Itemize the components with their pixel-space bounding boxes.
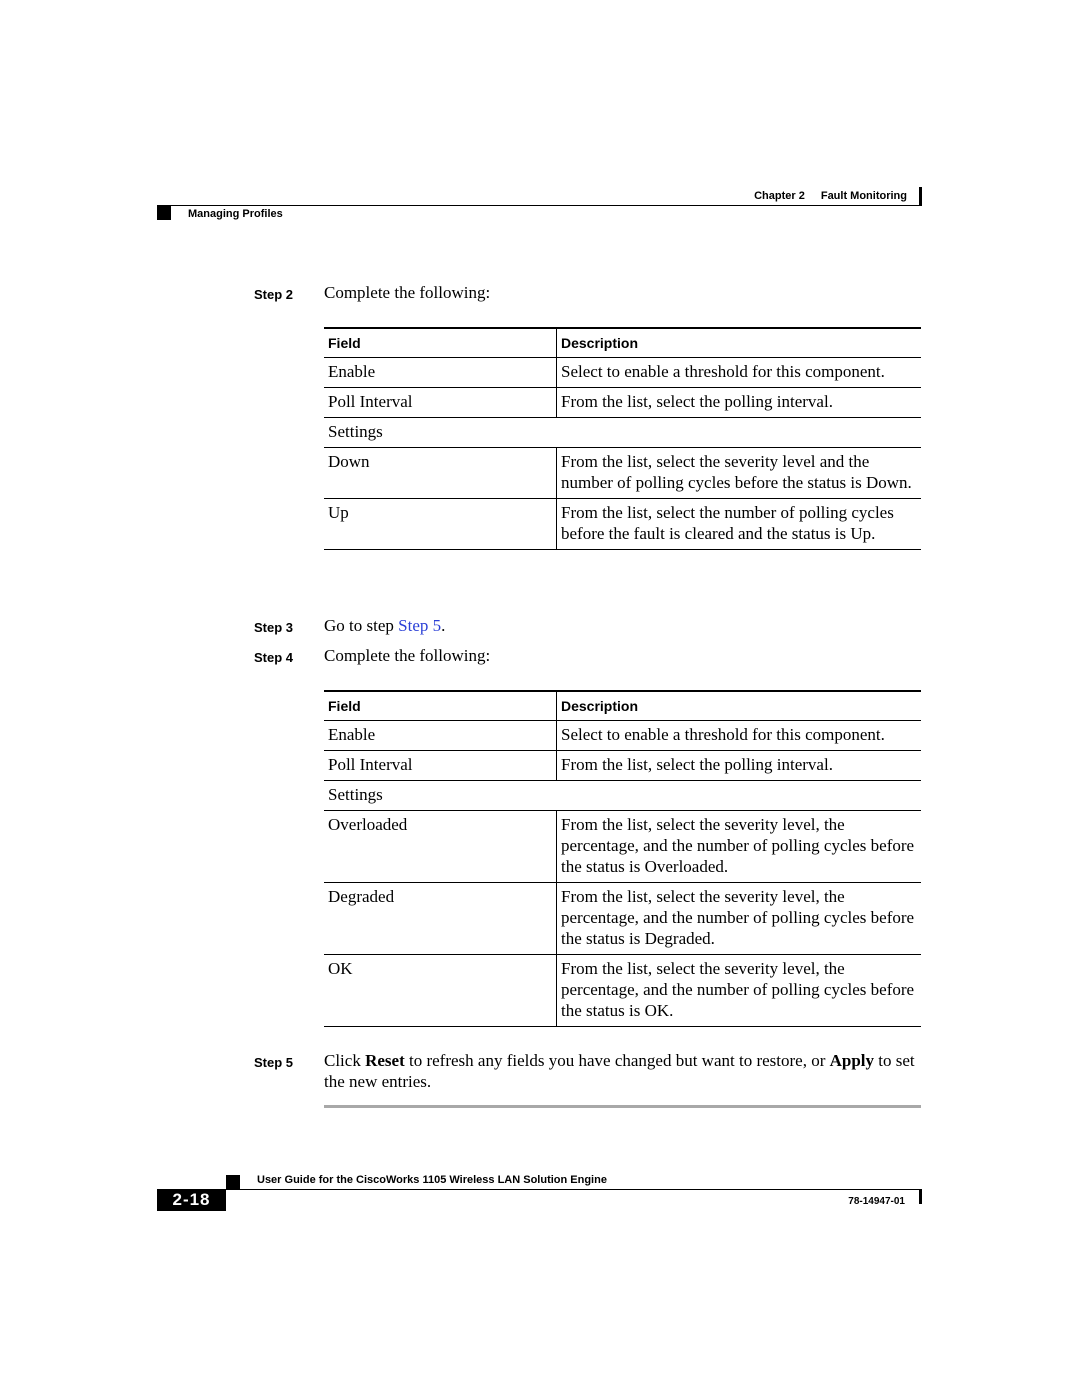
column-header-description: Description bbox=[557, 691, 922, 721]
table-row bbox=[324, 358, 921, 388]
step-3-text-after: . bbox=[441, 616, 446, 635]
header-edge-bar bbox=[919, 187, 922, 205]
step-4-label: Step 4 bbox=[254, 650, 294, 665]
table-row bbox=[324, 955, 921, 1027]
table-row bbox=[324, 811, 921, 883]
step-5-text bbox=[324, 1050, 924, 1092]
table-row bbox=[324, 499, 921, 550]
header-square-marker bbox=[157, 206, 171, 220]
footer-square-marker bbox=[226, 1175, 240, 1189]
field-name: Poll Interval bbox=[324, 751, 557, 781]
table-header-row bbox=[324, 328, 921, 358]
step-5-text-part: Click bbox=[324, 1051, 366, 1070]
section-title: Managing Profiles bbox=[188, 208, 283, 220]
step-2-label: Step 2 bbox=[254, 287, 294, 302]
column-header-field: Field bbox=[324, 691, 557, 721]
field-name: OK bbox=[324, 955, 557, 1027]
fields-table-1 bbox=[324, 327, 921, 550]
step-3-text-before: Go to step bbox=[324, 616, 399, 635]
step-4-text: Complete the following: bbox=[324, 646, 491, 665]
procedure-end-rule bbox=[324, 1105, 921, 1108]
field-description: From the list, select the severity level, the percentage, and the number of polling cycles before the status is Overloaded. bbox=[557, 811, 922, 883]
table-row bbox=[324, 883, 921, 955]
header-rule bbox=[157, 205, 922, 206]
step-3-label: Step 3 bbox=[254, 620, 294, 635]
footer-edge-bar bbox=[919, 1190, 922, 1204]
document-number: 78-14947-01 bbox=[848, 1196, 905, 1207]
running-header-chapter bbox=[738, 190, 907, 202]
chapter-label: Chapter 2 bbox=[754, 190, 805, 202]
page-number: 2-18 bbox=[157, 1189, 226, 1211]
step-5-link[interactable]: Step 5 bbox=[398, 616, 442, 635]
table-row bbox=[324, 418, 921, 448]
field-name: Poll Interval bbox=[324, 388, 557, 418]
field-group-name: Settings bbox=[324, 418, 921, 448]
field-description: Select to enable a threshold for this component. bbox=[557, 358, 922, 388]
step-5-text-part: to refresh any fields you have changed but want to restore, or bbox=[404, 1051, 830, 1070]
field-name: Down bbox=[324, 448, 557, 499]
table-row bbox=[324, 448, 921, 499]
step-3-text bbox=[324, 615, 445, 636]
field-name: Enable bbox=[324, 721, 557, 751]
column-header-description: Description bbox=[557, 328, 922, 358]
step-5-label: Step 5 bbox=[254, 1055, 294, 1070]
fields-table-2 bbox=[324, 690, 921, 1027]
field-name: Up bbox=[324, 499, 557, 550]
reset-keyword: Reset bbox=[365, 1051, 405, 1070]
field-description: From the list, select the severity level, the percentage, and the number of polling cycles before the status is OK. bbox=[557, 955, 922, 1027]
field-name: Enable bbox=[324, 358, 557, 388]
field-group-name: Settings bbox=[324, 781, 921, 811]
field-name: Overloaded bbox=[324, 811, 557, 883]
chapter-title: Fault Monitoring bbox=[820, 190, 907, 202]
footer-guide-title: User Guide for the CiscoWorks 1105 Wireless LAN Solution Engine bbox=[257, 1174, 607, 1186]
field-description: From the list, select the polling interval. bbox=[557, 388, 922, 418]
column-header-field: Field bbox=[324, 328, 557, 358]
field-description: From the list, select the severity level and the number of polling cycles before the status is Down. bbox=[557, 448, 922, 499]
step-2-text: Complete the following: bbox=[324, 283, 491, 302]
field-description: From the list, select the severity level, the percentage, and the number of polling cycles before the status is Degraded. bbox=[557, 883, 922, 955]
apply-keyword: Apply bbox=[829, 1051, 875, 1070]
table-row bbox=[324, 388, 921, 418]
field-description: Select to enable a threshold for this component. bbox=[557, 721, 922, 751]
table-header-row bbox=[324, 691, 921, 721]
table-row bbox=[324, 781, 921, 811]
field-description: From the list, select the polling interval. bbox=[557, 751, 922, 781]
field-name: Degraded bbox=[324, 883, 557, 955]
table-row bbox=[324, 751, 921, 781]
table-row bbox=[324, 721, 921, 751]
field-description: From the list, select the number of polling cycles before the fault is cleared and the status is Up. bbox=[557, 499, 922, 550]
step-5-text-part: to set the new entries. bbox=[324, 1051, 915, 1091]
footer-rule bbox=[226, 1189, 922, 1190]
